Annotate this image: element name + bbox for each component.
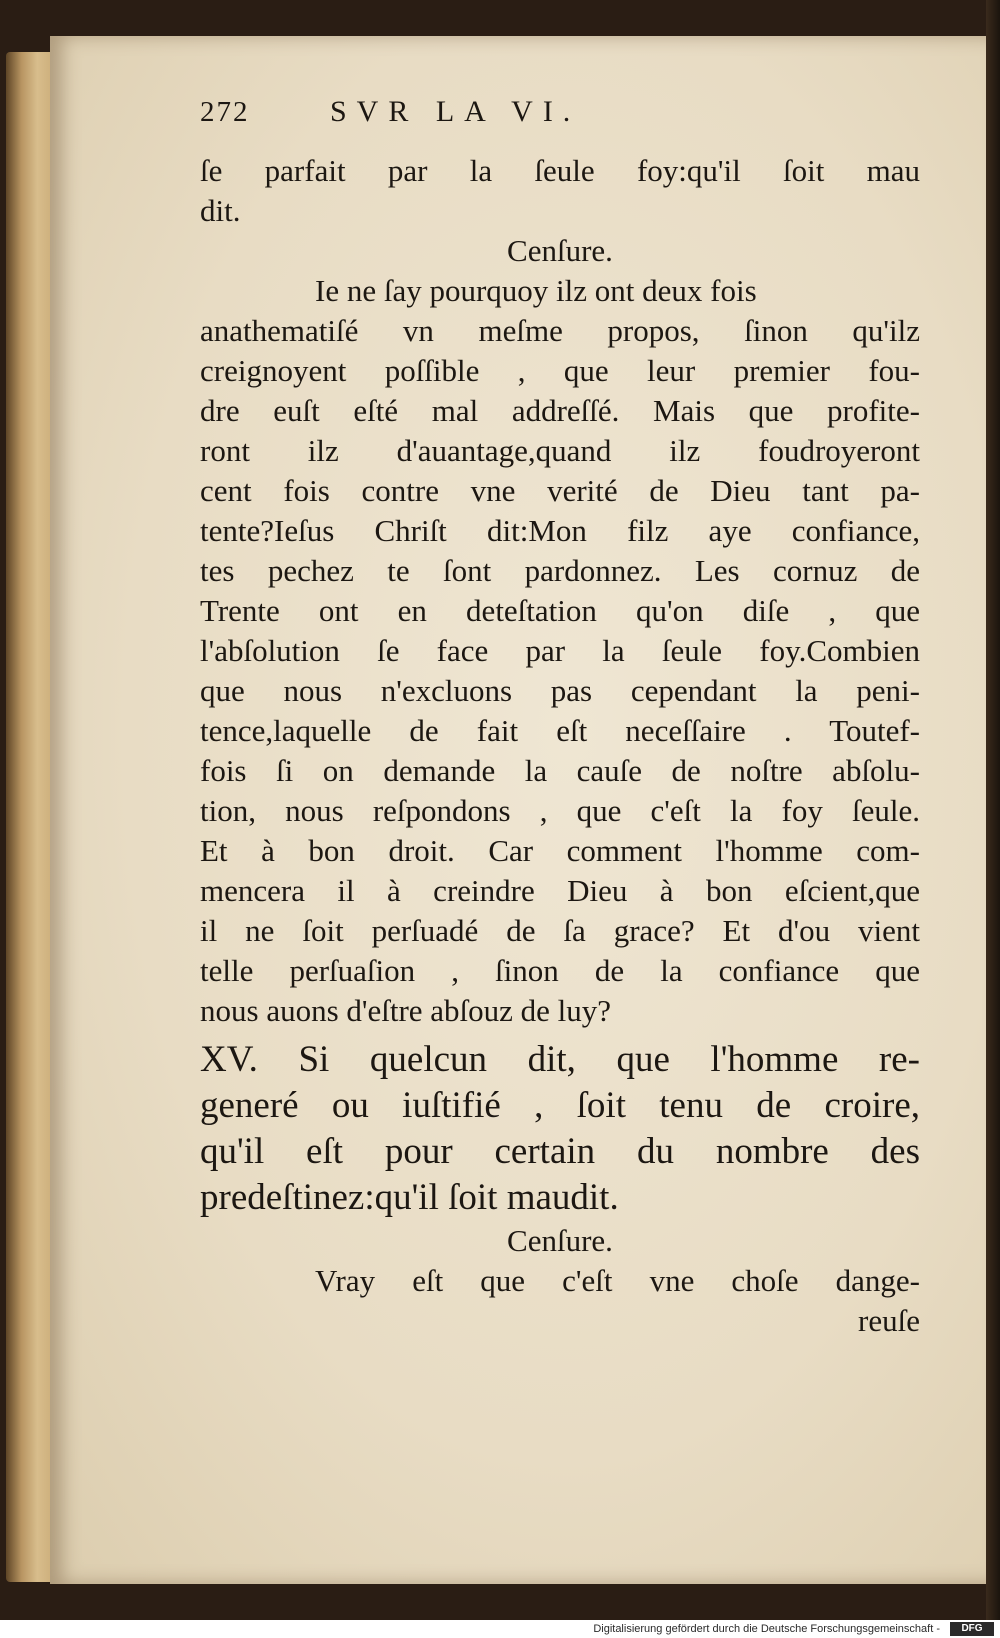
running-header: [200, 95, 920, 151]
text-line: tente?Ieſus Chriſt dit:Mon filz aye confiance,: [200, 513, 920, 548]
text-line: cent fois contre vne verité de Dieu tant pa-: [200, 473, 920, 508]
text-line: tion, nous reſpondons , que c'eſt la foy ſeule.: [200, 793, 920, 828]
dfg-logo: DFG: [950, 1622, 994, 1636]
canon-line: generé ou iuſtifié , ſoit tenu de croire,: [200, 1085, 920, 1126]
text-line: ſe parfait par la ſeule foy:qu'il ſoit mau: [200, 153, 920, 188]
canon-line: qu'il eſt pour certain du nombre des: [200, 1131, 920, 1172]
catchword: reuſe: [858, 1303, 920, 1338]
canon-line: XV. Si quelcun dit, que l'homme re-: [200, 1039, 920, 1080]
section-heading-censure: Cenſure.: [507, 233, 613, 268]
book-cover-edge: [986, 0, 1000, 1620]
digitization-credit: Digitalisierung gefördert durch die Deutsche Forschungsgemeinschaft -: [0, 1620, 1000, 1638]
text-line: il ne ſoit perſuadé de ſa grace? Et d'ou vient: [200, 913, 920, 948]
text-line: mencera il à creindre Dieu à bon eſcient,que: [200, 873, 920, 908]
text-line: creignoyent poſſible , que leur premier fou-: [200, 353, 920, 388]
text-line: Vray eſt que c'eſt vne choſe dange-: [315, 1263, 920, 1298]
text-line: tence,laquelle de fait eſt neceſſaire . Toutef-: [200, 713, 920, 748]
text-block: [200, 95, 920, 1341]
text-line: anathematiſé vn meſme propos, ſinon qu'ilz: [200, 313, 920, 348]
text-line: tes pechez te ſont pardonnez. Les cornuz de: [200, 553, 920, 588]
text-line: dit.: [200, 193, 241, 228]
text-line: ront ilz d'auantage,quand ilz foudroyeront: [200, 433, 920, 468]
canon-line: predeſtinez:qu'il ſoit maudit.: [200, 1177, 619, 1218]
text-line: Trente ont en deteſtation qu'on diſe , que: [200, 593, 920, 628]
running-title: SVR LA VI.: [330, 95, 581, 128]
text-line: que nous n'excluons pas cependant la peni-: [200, 673, 920, 708]
text-line: Et à bon droit. Car comment l'homme com-: [200, 833, 920, 868]
text-line: fois ſi on demande la cauſe de noſtre abſolu-: [200, 753, 920, 788]
section-heading-censure: Cenſure.: [507, 1223, 613, 1258]
text-line: telle perſuaſion , ſinon de la confiance que: [200, 953, 920, 988]
text-line: nous auons d'eſtre abſouz de luy?: [200, 993, 612, 1028]
text-line: Ie ne ſay pourquoy ilz ont deux fois: [315, 273, 757, 308]
text-line: dre euſt eſté mal addreſſé. Mais que profite-: [200, 393, 920, 428]
page-number: 272: [200, 96, 250, 128]
text-line: l'abſolution ſe face par la ſeule foy.Combien: [200, 633, 920, 668]
